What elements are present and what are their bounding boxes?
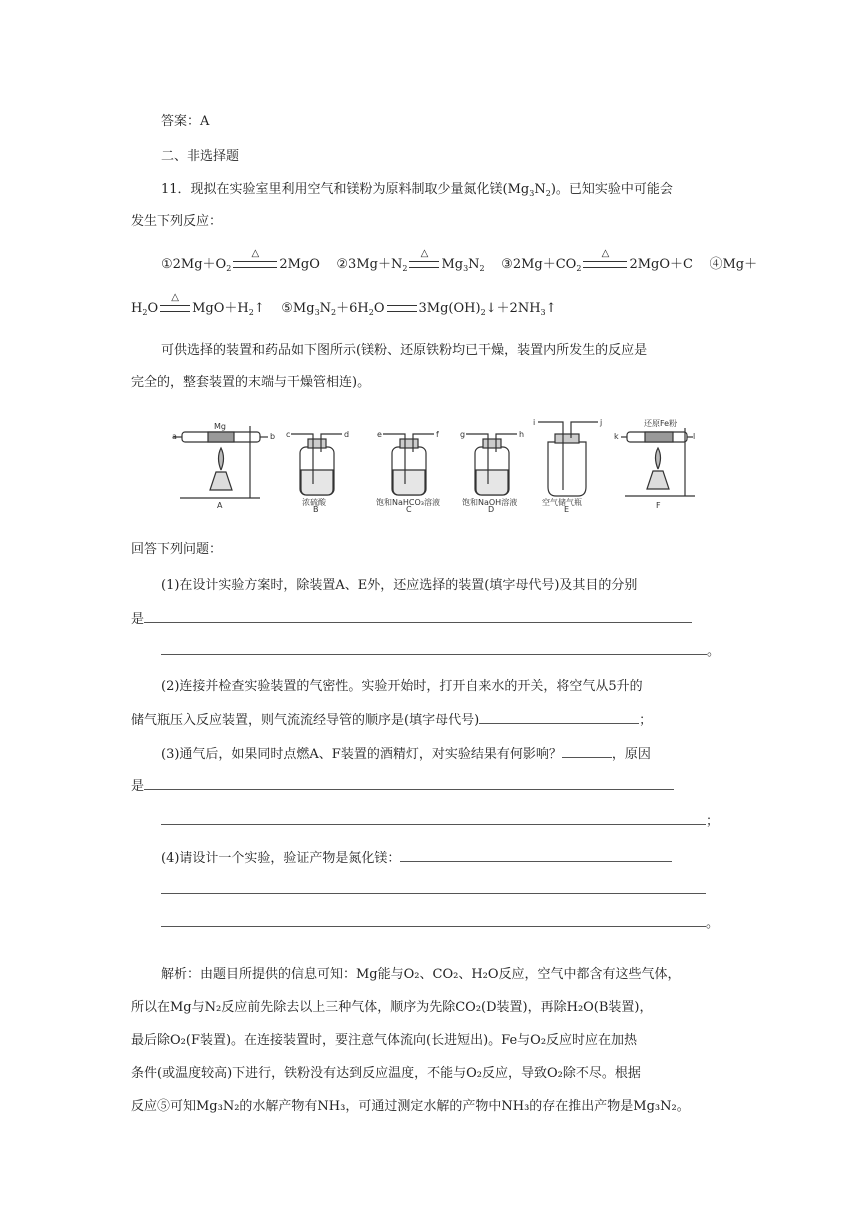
b-liquid: 浓硫酸: [302, 498, 326, 507]
port-h: h: [519, 430, 525, 439]
fe-label: 还原Fe粉: [644, 419, 678, 428]
label-c: C: [406, 505, 412, 512]
answer-blank[interactable]: [161, 879, 706, 894]
apparatus-e: [538, 422, 598, 496]
port-j: j: [600, 418, 603, 427]
port-e: e: [377, 430, 382, 439]
apparatus-figure: [170, 412, 700, 512]
apparatus-d: [466, 434, 517, 495]
answer-blank[interactable]: [161, 810, 706, 825]
section-heading: 二、非选择题: [161, 149, 240, 164]
apparatus-c: [383, 434, 434, 495]
answer-blank[interactable]: [144, 775, 674, 790]
question-11-stem-cont: 发生下列反应：: [131, 214, 223, 229]
analysis-line-1: 解析：由题目所提供的信息可知：Mg能与O₂、CO₂、H₂O反应，空气中都含有这些气体，: [161, 967, 681, 982]
part-1-text: (1)在设计实验方案时，除装置A、E外，还应选择的装置(填字母代号)及其目的分别: [161, 578, 638, 593]
analysis-line-4: 条件(或温度较高)下进行，铁粉没有达到反应温度，不能与O₂反应，导致O₂除不尽。根据: [131, 1066, 641, 1081]
intro-line-1: 可供选择的装置和药品如下图所示(镁粉、还原铁粉均已干燥，装置内所发生的反应是: [161, 343, 648, 358]
port-f: f: [436, 430, 439, 439]
part-3-text: (3)通气后，如果同时点燃A、F装置的酒精灯，对实验结果有何影响？ ，原因: [161, 743, 651, 765]
mg-label: Mg: [214, 422, 226, 431]
c-liquid: 饱和NaHCO₃溶液: [376, 498, 440, 507]
answer-blank[interactable]: [144, 608, 692, 623]
port-i: i: [533, 418, 536, 427]
port-d: d: [344, 430, 350, 439]
label-f: F: [656, 501, 661, 510]
part-1-blank-line-2: 。: [161, 640, 720, 662]
answer-blank[interactable]: [562, 743, 612, 758]
answer-prompt: 回答下列问题：: [131, 542, 223, 557]
part-4-blank-line-2: 。: [161, 912, 719, 934]
label-d: D: [488, 505, 495, 512]
intro-line-2: 完全的，整套装置的末端与干燥管相连)。: [131, 375, 371, 390]
label-e: E: [564, 505, 570, 512]
part-3-blank-line-1: 是: [131, 775, 674, 797]
apparatus-a: [173, 426, 268, 498]
part-1-blank-line-1: 是: [131, 608, 692, 630]
answer-blank[interactable]: [479, 709, 639, 724]
part-2-text: (2)连接并检查实验装置的气密性。实验开始时，打开自来水的开关，将空气从5升的: [161, 679, 643, 694]
port-c: c: [286, 430, 291, 439]
label-b: B: [313, 505, 319, 512]
reactions-line-2: $H_2O$ △ $MgO+H_2↑$ $⑤Mg_3N_2+6H_2O$ $3Mg(OH)_2↓+2NH_3↑$: [131, 292, 557, 317]
part-4-text: (4)请设计一个实验，验证产物是氮化镁：: [161, 847, 672, 869]
answer-blank[interactable]: [400, 847, 672, 862]
part-3-blank-line-2: ；: [161, 810, 719, 832]
answer-blank[interactable]: [161, 640, 707, 655]
part-2-blank-line: 储气瓶压入反应装置，则气流流经导管的顺序是(填字母代号) ；: [131, 709, 652, 731]
analysis-line-3: 最后除O₂(F装置)。在连接装置时，要注意气体流向(长进短出)。Fe与O₂反应时应在加热: [131, 1033, 638, 1048]
label-a: A: [217, 501, 223, 510]
reactions-line-1: $①2Mg+O_2$ △ 2MgO $②3Mg+N_2$ △ $Mg_3N_2$ $③2Mg+CO_2$ △ 2MgO＋C ④Mg＋: [161, 248, 758, 273]
answer-blank[interactable]: [161, 912, 706, 927]
port-k: k: [614, 432, 619, 441]
port-a: a: [172, 432, 177, 441]
port-g: g: [460, 430, 466, 439]
port-b: b: [270, 432, 276, 441]
d-liquid: 饱和NaOH溶液: [462, 498, 518, 507]
apparatus-f: [621, 428, 695, 496]
apparatus-b: [291, 434, 342, 495]
analysis-line-5: 反应⑤可知Mg₃N₂的水解产物有NH₃，可通过测定水解的产物中NH₃的存在推出产物是Mg₃N₂。: [131, 1099, 690, 1114]
e-label: 空气储气瓶: [542, 498, 582, 507]
analysis-line-2: 所以在Mg与N₂反应前先除去以上三种气体，顺序为先除CO₂(D装置)，再除H₂O(B装置)，: [131, 1000, 653, 1015]
part-4-blank-line-1: [161, 879, 706, 901]
port-l: l: [693, 432, 696, 441]
question-11-stem: 11．现拟在实验室里利用空气和镁粉为原料制取少量氮化镁$(Mg_3N_2)$。已知实验中可能会: [161, 182, 673, 198]
answer-line: 答案：A: [161, 114, 210, 129]
apparatus-diagram: [170, 412, 700, 512]
heat-equals-sign: △: [231, 255, 279, 275]
